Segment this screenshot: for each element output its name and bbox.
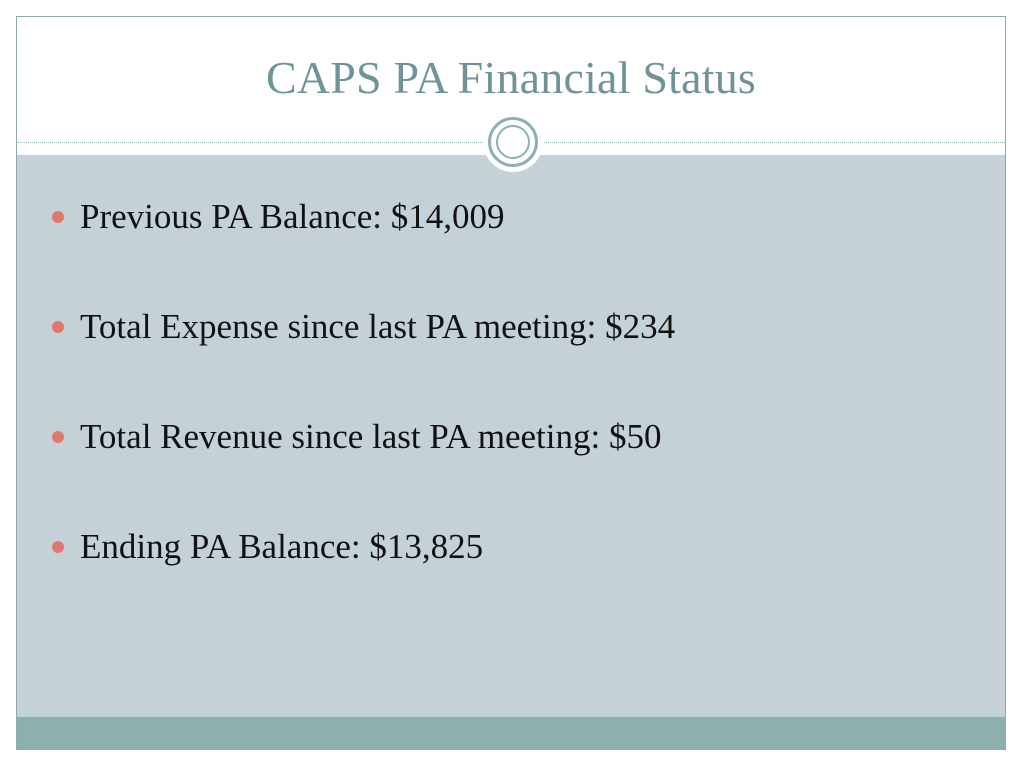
bullet-item-total-expense — [47, 302, 675, 412]
bullet-text: Total Revenue since last PA meeting: $50 — [80, 417, 662, 456]
slide-title: CAPS PA Financial Status — [265, 52, 757, 103]
double-circle-ornament-icon — [483, 112, 543, 172]
bullet-text: Total Expense since last PA meeting: $234 — [80, 307, 676, 346]
ornament-inner-ring — [496, 125, 530, 159]
bullet-item-ending-balance — [47, 522, 675, 632]
bullet-list — [47, 192, 675, 632]
ornament-outer-ring — [488, 117, 538, 167]
footer-band — [17, 717, 1005, 750]
bullet-dot-icon — [52, 211, 64, 223]
bullet-item-total-revenue — [47, 412, 675, 522]
slide-frame — [16, 16, 1006, 750]
bullet-text: Ending PA Balance: $13,825 — [80, 527, 484, 566]
bullet-item-previous-balance — [47, 192, 675, 302]
bullet-dot-icon — [52, 431, 64, 443]
bullet-dot-icon — [52, 321, 64, 333]
bullet-dot-icon — [52, 541, 64, 553]
bullet-text: Previous PA Balance: $14,009 — [80, 197, 505, 236]
